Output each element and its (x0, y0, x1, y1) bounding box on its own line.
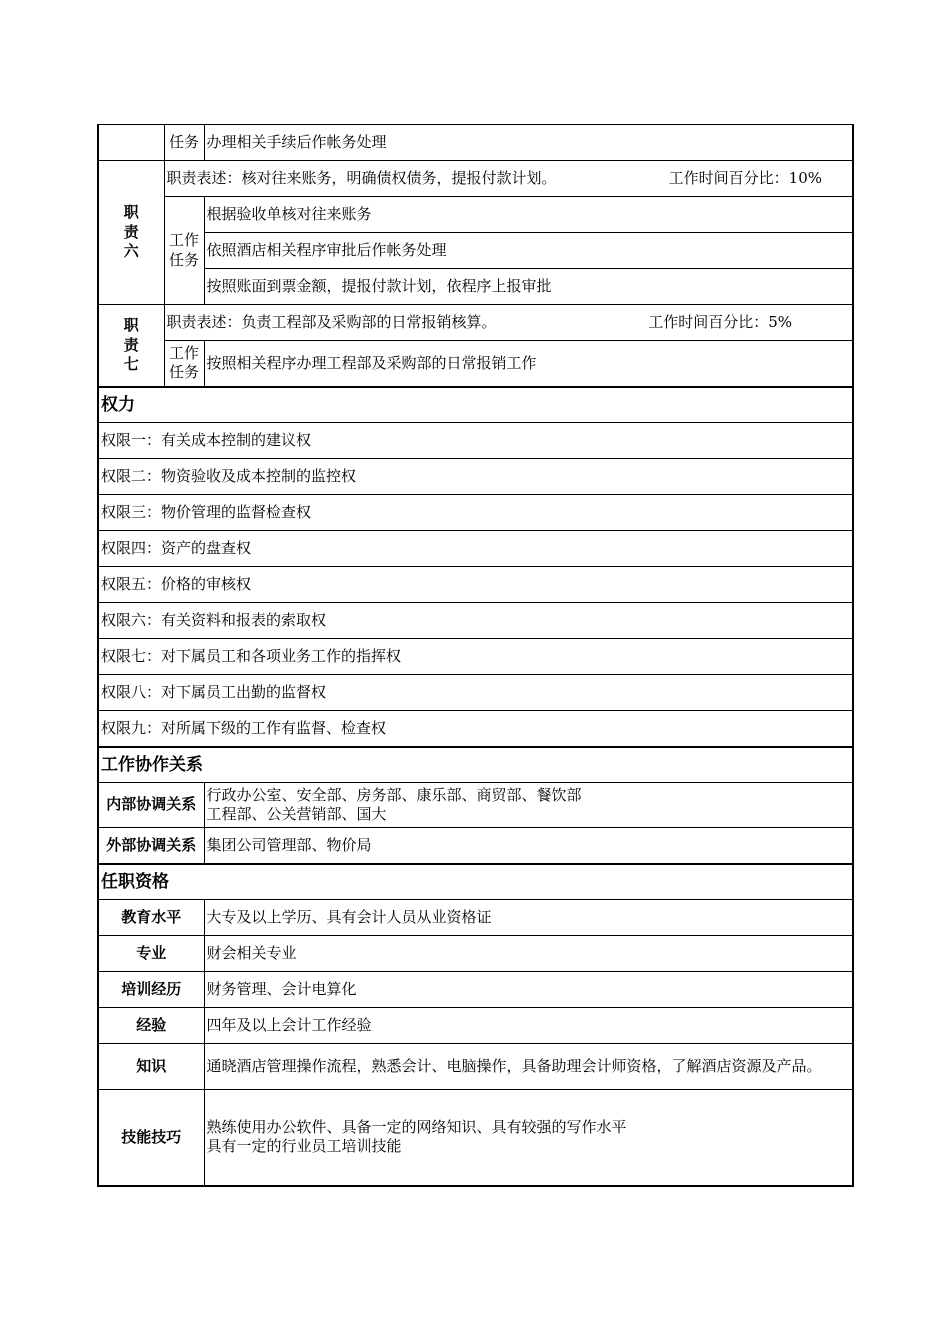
major-label: 专业 (98, 936, 204, 972)
power-item-5: 权限五：价格的审核权 (98, 567, 853, 603)
duty7-description: 职责表述：负责工程部及采购部的日常报销核算。 (166, 312, 497, 331)
duty-cont-task: 办理相关手续后作帐务处理 (204, 125, 853, 161)
skills-line-2: 具有一定的行业员工培训技能 (206, 1137, 402, 1156)
duty6-task-2: 依照酒店相关程序审批后作帐务处理 (204, 233, 853, 269)
qualifications-title: 任职资格 (98, 864, 853, 900)
power-item-8: 权限八：对下属员工出勤的监督权 (98, 675, 853, 711)
duty7-label: 职 责 七 (98, 305, 164, 387)
skills-label: 技能技巧 (98, 1090, 204, 1186)
relations-title: 工作协作关系 (98, 747, 853, 783)
duty7-time-percent: 工作时间百分比：5% (648, 312, 792, 331)
duty7-description-row (164, 305, 853, 341)
power-item-2: 权限二：物资验收及成本控制的监控权 (98, 459, 853, 495)
skills-line-1: 熟练使用办公软件、具备一定的网络知识、具有较强的写作水平 (206, 1117, 627, 1136)
internal-relations-line-1: 行政办公室、安全部、房务部、康乐部、商贸部、餐饮部 (206, 785, 582, 804)
duty6-task-3: 按照账面到票金额，提报付款计划，依程序上报审批 (204, 269, 853, 305)
training-label: 培训经历 (98, 972, 204, 1008)
duty-cont-label-cell (98, 125, 164, 161)
powers-title: 权力 (98, 387, 853, 423)
duty6-task-label: 工作 任务 (164, 197, 204, 305)
internal-relations-line-2: 工程部、公关营销部、国大 (206, 805, 387, 823)
skills-value (204, 1090, 853, 1186)
duty6-time-percent: 工作时间百分比：10% (668, 168, 822, 187)
knowledge-label: 知识 (98, 1044, 204, 1090)
power-item-1: 权限一：有关成本控制的建议权 (98, 423, 853, 459)
internal-relations (204, 783, 853, 828)
education-value: 大专及以上学历、具有会计人员从业资格证 (204, 900, 853, 936)
duty6-description-row (164, 161, 853, 197)
job-description-table (97, 124, 854, 1187)
duty7-task: 按照相关程序办理工程部及采购部的日常报销工作 (204, 341, 853, 387)
power-item-6: 权限六：有关资料和报表的索取权 (98, 603, 853, 639)
internal-relations-label: 内部协调关系 (98, 783, 204, 828)
training-value: 财务管理、会计电算化 (204, 972, 853, 1008)
education-label: 教育水平 (98, 900, 204, 936)
power-item-9: 权限九：对所属下级的工作有监督、检查权 (98, 711, 853, 747)
power-item-7: 权限七：对下属员工和各项业务工作的指挥权 (98, 639, 853, 675)
experience-label: 经验 (98, 1008, 204, 1044)
duty6-task-1: 根据验收单核对往来账务 (204, 197, 853, 233)
experience-value: 四年及以上会计工作经验 (204, 1008, 853, 1044)
duty6-label: 职 责 六 (98, 161, 164, 305)
external-relations: 集团公司管理部、物价局 (204, 828, 853, 864)
duty7-task-label: 工作 任务 (164, 341, 204, 387)
power-item-4: 权限四：资产的盘查权 (98, 531, 853, 567)
external-relations-label: 外部协调关系 (98, 828, 204, 864)
duty6-description: 职责表述：核对往来账务，明确债权债务，提报付款计划。 (166, 168, 557, 187)
duty-cont-task-label: 任务 (164, 125, 204, 161)
power-item-3: 权限三：物价管理的监督检查权 (98, 495, 853, 531)
major-value: 财会相关专业 (204, 936, 853, 972)
knowledge-value: 通晓酒店管理操作流程，熟悉会计、电脑操作，具备助理会计师资格，了解酒店资源及产品。 (204, 1044, 853, 1090)
